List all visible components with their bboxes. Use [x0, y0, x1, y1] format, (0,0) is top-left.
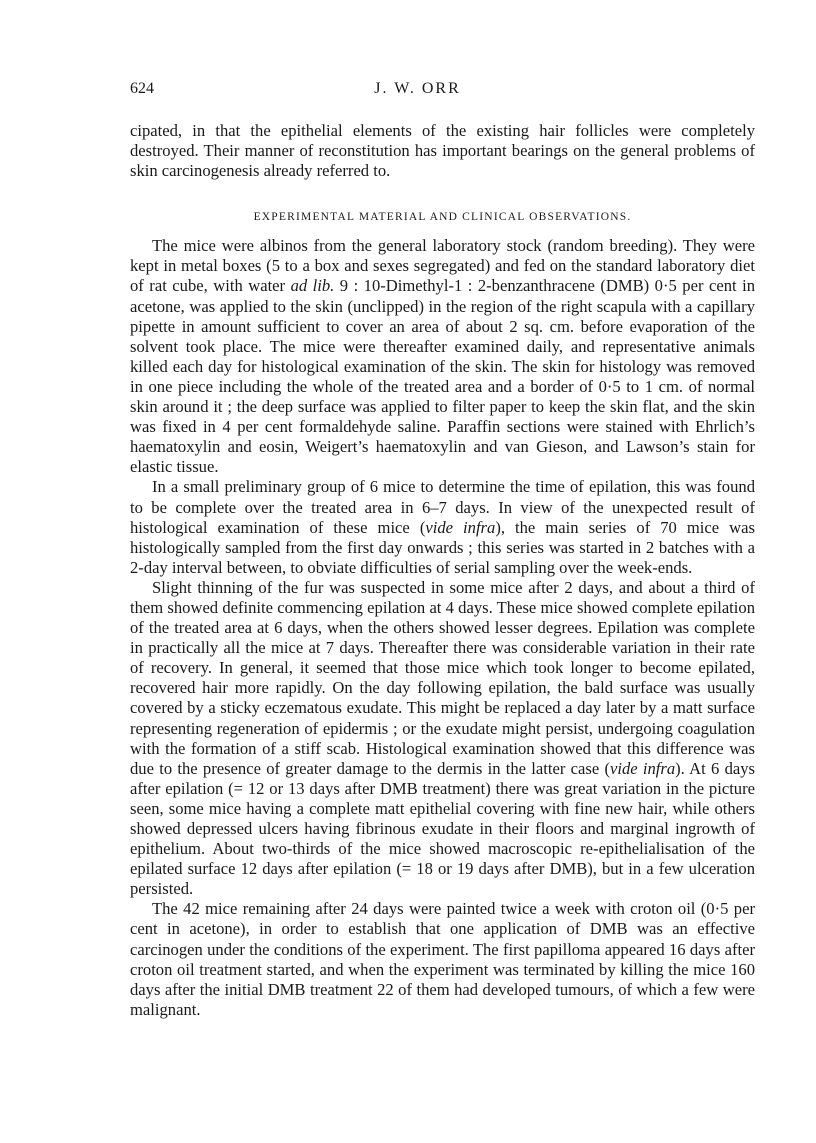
paragraph-materials [130, 236, 755, 477]
section-heading: EXPERIMENTAL MATERIAL AND CLINICAL OBSERVATIONS. [253, 211, 632, 224]
paragraph-text: Slight thinning of the fur was suspected in some mice after 2 days, and about a third of them showed definite commencing epilation at 4 days. These mice showed complete epilation of the treated area at 6 days, when the others showed lesser degrees. Epilation was complete in practically all the mice at 7 days. Thereafter there was considerable variation in their rate of recovery. In general, it seemed that those mice which took longer to become epilated, recovered hair more rapidly. On the day following epilation, the bald surface was usually covered by a sticky eczematous exudate. This might be replaced a day later by a matt surface representing regeneration of epidermis ; or the exudate might persist, undergoing coagulation with the formation of a stiff scab. Histological examination showed that this difference was due to the presence of greater damage to the dermis in the latter case ( [130, 577, 755, 778]
running-head-author: J. W. ORR [374, 80, 461, 97]
paragraph-epilation [130, 578, 755, 900]
paragraph-text: 9 : 10-Dimethyl-1 : 2-benzanthracene (DMB) 0·5 per cent in acetone, was applied to the skin (unclipped) in the region of the right scapula with a capillary pipette in amount sufficient to cover an area of about 2 sq. cm. before evaporation of the solvent took place. The mice were thereafter examined daily, and representative animals killed each day for histological examination of the skin. The skin for histology was removed in one piece including the whole of the treated area and a border of 0·5 to 1 cm. of normal skin around it ; the deep surface was applied to filter paper to keep the skin flat, and the skin was fixed in 4 per cent formaldehyde saline. Paraffin sections were stained with Ehrlich’s haematoxylin and eosin, Weigert’s haematoxylin and van Gieson, and Lawson’s stain for elastic tissue. [130, 276, 755, 477]
running-head [130, 80, 705, 102]
paragraph-text: The mice were albinos from the general laboratory stock (random breeding). They were kept in metal boxes (5 to a box and sexes segregated) and fed on the standard laboratory diet of rat cube, with water [130, 236, 755, 296]
paragraph-preliminary-group [130, 477, 755, 577]
continuation-paragraph: cipated, in that the epithelial elements of the existing hair follicles were completely destroyed. Their manner of reconstitution has important bearings on the general problems of skin carcinogenesis already referred to. [130, 121, 755, 181]
page-number: 624 [130, 80, 154, 97]
paragraph-text: ), the main series of 70 mice was histologically sampled from the first day onwards ; this series was started in 2 batches with a 2-day interval between, to obviate difficulties of serial sampling over the week-ends. [130, 517, 755, 577]
paragraph-text: In a small preliminary group of 6 mice to determine the time of epilation, this was found to be complete over the treated area in 6–7 days. In view of the unexpected result of histological examination of these mice ( [130, 477, 755, 537]
italic-text: vide infra [425, 517, 496, 537]
italic-text: ad lib. [290, 276, 335, 296]
paragraph-text: ). At 6 days after epilation (= 12 or 13 days after DMB treatment) there was great variation in the picture seen, some mice having a complete matt epithelial covering with fine new hair, while others showed depressed ulcers having fibrinous exudate in their floors and marginal ingrowth of epithelium. About two-thirds of the mice showed macroscopic re-epithelialisation of the epilated surface 12 days after epilation (= 18 or 19 days after DMB), but in a few ulceration persisted. [130, 758, 756, 899]
paragraph-croton-oil: The 42 mice remaining after 24 days were painted twice a week with croton oil (0·5 per cent in acetone), in order to establish that one application of DMB was an effective carcinogen under the conditions of the experiment. The first papilloma appeared 16 days after croton oil treatment started, and when the experiment was terminated by killing the mice 160 days after the initial DMB treatment 22 of them had developed tumours, of which a few were malignant. [130, 899, 755, 1019]
italic-text: vide infra [609, 758, 676, 778]
body-text [130, 121, 755, 1020]
